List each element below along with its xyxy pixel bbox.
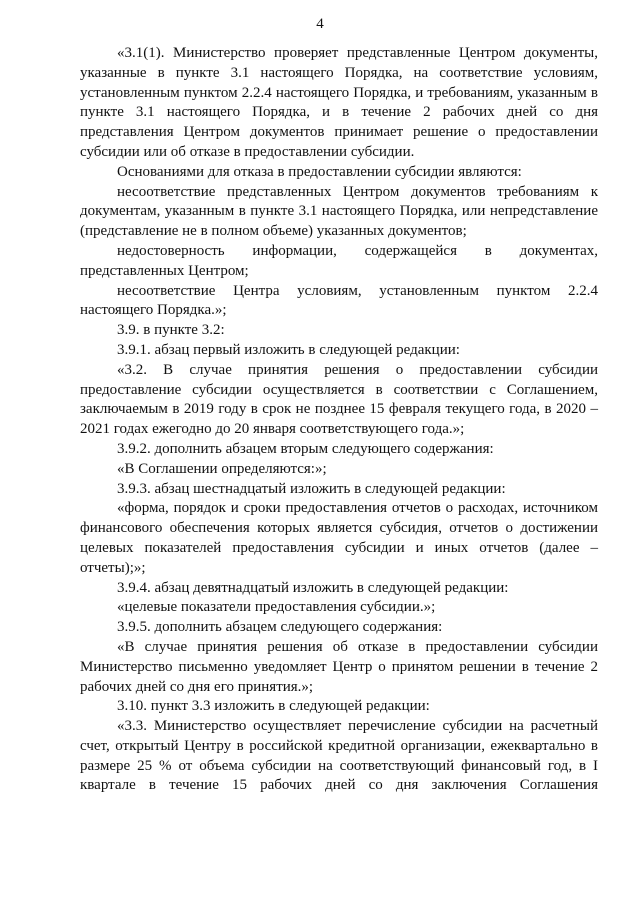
paragraph-nonconformity-center: несоответствие Центра условиям, установленным пунктом 2.2.4 настоящего Порядка.»; [80, 282, 598, 319]
paragraph-nonconformity-documents: несоответствие представленных Центром документов требованиям к документам, указанным в пункте 3.1 настоящего Порядка, или непредставление (представление не в полном объеме) указанных документов; [80, 183, 598, 240]
paragraph-reports-form: «форма, порядок и сроки предоставления отчетов о расходах, источником финансового обеспечения которых является субсидия, отчетов о достижении целевых показателей предоставления субсидии и иных отчетов (далее – отчеты);»; [80, 500, 598, 576]
paragraph-refusal-grounds: Основаниями для отказа в предоставлении субсидии являются: [117, 163, 522, 180]
paragraph-3-9-1: 3.9.1. абзац первый изложить в следующей редакции: [117, 341, 460, 358]
paragraph-unreliable-info: недостоверность информации, содержащейся в документах, представленных Центром; [80, 242, 598, 279]
paragraph-target-indicators: «целевые показатели предоставления субсидии.»; [117, 599, 436, 616]
paragraph-3-3-quote: «3.3. Министерство осуществляет перечисление субсидии на расчетный счет, открытый Центру в российской кредитной организации, ежеквартально в размере 25 % от объема субсидии на соответствующий финансовый год, в I квартале в течение 15 рабочих дней со дня заключения Соглашения [80, 718, 598, 794]
paragraph-3-1-1: «3.1(1). Министерство проверяет представленные Центром документы, указанные в пункте 3.1 настоящего Порядка, на соответствие условиям, установленным пунктом 2.2.4 настоящего Порядка, и требованиям, указанным в пункте 3.1 настоящего Порядка, и в течение 2 рабочих дней со дня представления Центром документов принимает решение о предоставлении субсидии или об отказе в предоставлении субсидии. [80, 45, 598, 160]
paragraph-3-10: 3.10. пункт 3.3 изложить в следующей редакции: [117, 698, 430, 715]
paragraph-3-9-3: 3.9.3. абзац шестнадцатый изложить в следующей редакции: [117, 480, 506, 497]
paragraph-3-9-4: 3.9.4. абзац девятнадцатый изложить в следующей редакции: [117, 579, 509, 596]
paragraph-3-2-quote: «3.2. В случае принятия решения о предоставлении субсидии предоставление субсидии осуществляется в соответствии с Соглашением, заключаемым в 2019 году в срок не позднее 15 февраля текущего года, в 2020 – 2021 годах ежегодно до 20 января соответствующего года.»; [80, 361, 598, 438]
paragraph-3-9: 3.9. в пункте 3.2: [117, 322, 225, 339]
paragraph-3-9-2: 3.9.2. дополнить абзацем вторым следующего содержания: [117, 440, 494, 457]
paragraph-3-9-5: 3.9.5. дополнить абзацем следующего содержания: [117, 619, 443, 636]
page-number: 4 [316, 16, 324, 32]
document-body [80, 44, 598, 796]
paragraph-agreement-defines: «В Соглашении определяются:»; [117, 460, 327, 477]
paragraph-refusal-notice: «В случае принятия решения об отказе в предоставлении субсидии Министерство письменно уведомляет Центр о принятом решении в течение 2 рабочих дней со дня его принятия.»; [80, 638, 598, 695]
